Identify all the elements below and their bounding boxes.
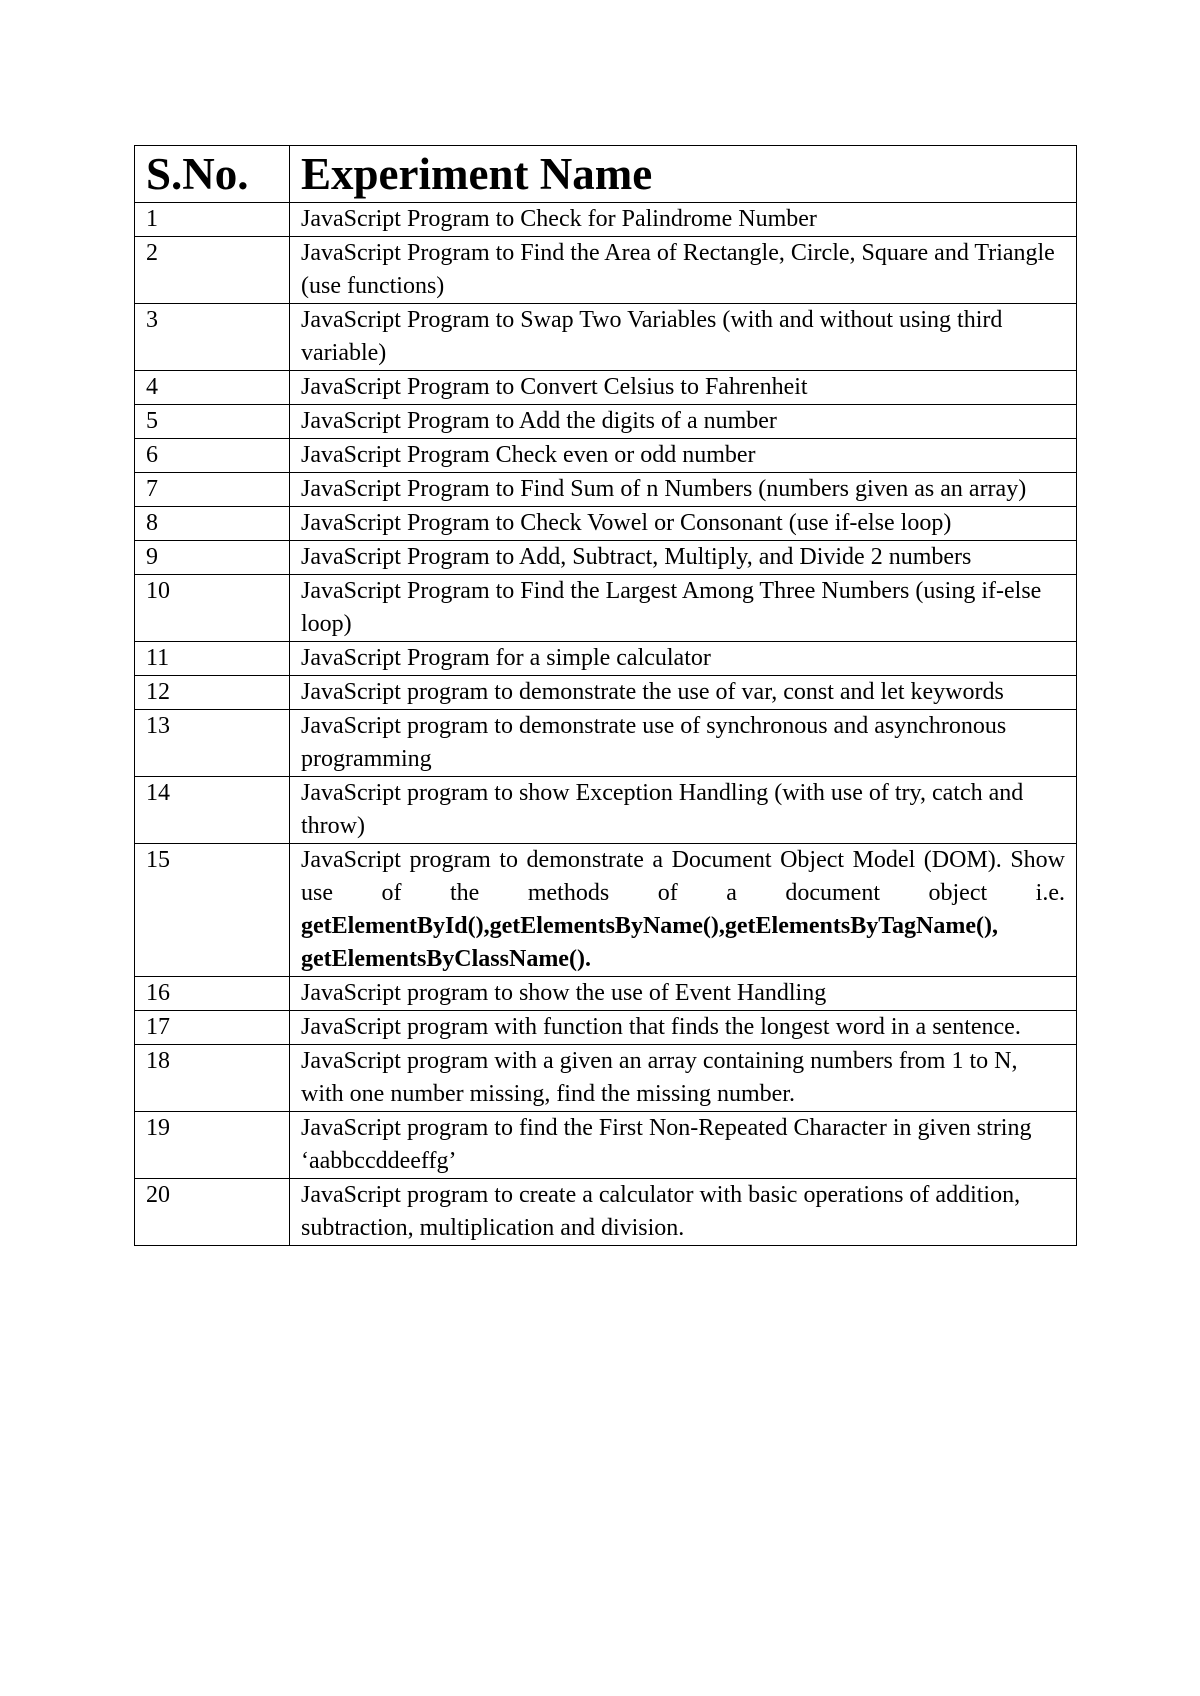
row-sno: 1 — [135, 203, 290, 237]
table-row — [135, 203, 1077, 237]
row-sno: 5 — [135, 405, 290, 439]
row-sno: 3 — [135, 304, 290, 371]
table-row — [135, 507, 1077, 541]
table-row — [135, 304, 1077, 371]
row-experiment-name: JavaScript Program to Check Vowel or Consonant (use if-else loop) — [290, 507, 1077, 541]
experiment-table — [134, 145, 1077, 1246]
row-experiment-name: JavaScript Program to Find Sum of n Numbers (numbers given as an array) — [290, 473, 1077, 507]
row-experiment-name: JavaScript program to find the First Non-Repeated Character in given string ‘aabbccddeeffg’ — [290, 1112, 1077, 1179]
dom-description-text: JavaScript program to demonstrate a Document Object Model (DOM). Show use of the methods of a document object i.e. — [301, 847, 1065, 906]
row-experiment-name: JavaScript program to show Exception Handling (with use of try, catch and throw) — [290, 777, 1077, 844]
table-row — [135, 777, 1077, 844]
row-sno: 12 — [135, 676, 290, 710]
row-sno: 14 — [135, 777, 290, 844]
row-sno: 16 — [135, 977, 290, 1011]
table-row — [135, 541, 1077, 575]
row-sno: 18 — [135, 1045, 290, 1112]
dom-method-names: getElementById(),getElementsByName(),getElementsByTagName(), getElementsByClassName(). — [301, 913, 998, 972]
row-sno: 8 — [135, 507, 290, 541]
row-sno: 6 — [135, 439, 290, 473]
table-row — [135, 575, 1077, 642]
table-row — [135, 237, 1077, 304]
table-row — [135, 473, 1077, 507]
table-row — [135, 1112, 1077, 1179]
table-row — [135, 1045, 1077, 1112]
table-row — [135, 676, 1077, 710]
row-experiment-name: JavaScript Program to Check for Palindrome Number — [290, 203, 1077, 237]
table-row — [135, 977, 1077, 1011]
row-sno: 7 — [135, 473, 290, 507]
row-experiment-name: JavaScript Program to Add, Subtract, Multiply, and Divide 2 numbers — [290, 541, 1077, 575]
row-sno: 13 — [135, 710, 290, 777]
row-experiment-name: JavaScript Program to Find the Area of Rectangle, Circle, Square and Triangle (use functions) — [290, 237, 1077, 304]
table-row — [135, 844, 1077, 977]
table-row — [135, 1179, 1077, 1246]
row-sno: 4 — [135, 371, 290, 405]
row-sno: 11 — [135, 642, 290, 676]
row-sno: 20 — [135, 1179, 290, 1246]
row-experiment-name — [290, 844, 1077, 977]
row-sno: 10 — [135, 575, 290, 642]
table-row — [135, 439, 1077, 473]
row-experiment-name: JavaScript Program for a simple calculator — [290, 642, 1077, 676]
row-experiment-name: JavaScript program with function that finds the longest word in a sentence. — [290, 1011, 1077, 1045]
row-sno: 17 — [135, 1011, 290, 1045]
header-sno: S.No. — [135, 146, 290, 203]
row-experiment-name: JavaScript program to demonstrate the use of var, const and let keywords — [290, 676, 1077, 710]
table-row — [135, 642, 1077, 676]
row-experiment-name: JavaScript program to create a calculator with basic operations of addition, subtraction, multiplication and division. — [290, 1179, 1077, 1246]
row-experiment-name: JavaScript Program to Find the Largest Among Three Numbers (using if-else loop) — [290, 575, 1077, 642]
row-experiment-name: JavaScript Program Check even or odd number — [290, 439, 1077, 473]
row-sno: 19 — [135, 1112, 290, 1179]
row-experiment-name: JavaScript program to demonstrate use of synchronous and asynchronous programming — [290, 710, 1077, 777]
table-row — [135, 405, 1077, 439]
header-experiment-name: Experiment Name — [290, 146, 1077, 203]
row-experiment-name: JavaScript Program to Swap Two Variables (with and without using third variable) — [290, 304, 1077, 371]
row-sno: 2 — [135, 237, 290, 304]
row-experiment-name: JavaScript program with a given an array containing numbers from 1 to N, with one number missing, find the missing number. — [290, 1045, 1077, 1112]
row-experiment-name: JavaScript Program to Convert Celsius to Fahrenheit — [290, 371, 1077, 405]
row-sno: 15 — [135, 844, 290, 977]
table-row — [135, 1011, 1077, 1045]
table-row — [135, 371, 1077, 405]
table-header-row — [135, 146, 1077, 203]
table-row — [135, 710, 1077, 777]
row-experiment-name: JavaScript program to show the use of Event Handling — [290, 977, 1077, 1011]
row-sno: 9 — [135, 541, 290, 575]
row-experiment-name: JavaScript Program to Add the digits of a number — [290, 405, 1077, 439]
